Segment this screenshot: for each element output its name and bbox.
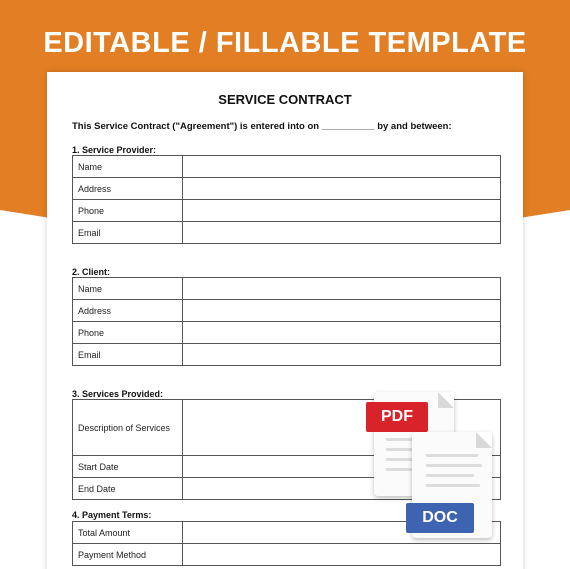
field-label: Address bbox=[73, 300, 183, 322]
name-field[interactable] bbox=[183, 156, 501, 178]
table-row bbox=[73, 222, 501, 244]
field-label: Payment Method bbox=[73, 544, 183, 566]
table-row bbox=[73, 278, 501, 300]
email-field[interactable] bbox=[183, 222, 501, 244]
table-row bbox=[73, 200, 501, 222]
service-provider-table bbox=[72, 155, 501, 244]
table-row bbox=[73, 322, 501, 344]
intro-text: This Service Contract ("Agreement") is entered into on __________ by and between: bbox=[72, 121, 452, 132]
field-label: Name bbox=[73, 156, 183, 178]
field-label: Description of Services bbox=[73, 400, 183, 456]
field-label: Phone bbox=[73, 322, 183, 344]
section-services-title: 3. Services Provided: bbox=[72, 389, 164, 399]
address-field[interactable] bbox=[183, 300, 501, 322]
email-field[interactable] bbox=[183, 344, 501, 366]
table-row bbox=[73, 344, 501, 366]
field-label: Email bbox=[73, 222, 183, 244]
section-client-title: 2. Client: bbox=[72, 267, 111, 277]
phone-field[interactable] bbox=[183, 322, 501, 344]
section-service-provider-title: 1. Service Provider: bbox=[72, 145, 157, 155]
table-row bbox=[73, 300, 501, 322]
field-label: Start Date bbox=[73, 456, 183, 478]
field-label: End Date bbox=[73, 478, 183, 500]
field-label: Phone bbox=[73, 200, 183, 222]
section-payment-title: 4. Payment Terms: bbox=[72, 510, 152, 520]
table-row bbox=[73, 178, 501, 200]
field-label: Total Amount bbox=[73, 522, 183, 544]
file-format-badges bbox=[362, 390, 502, 550]
table-row bbox=[73, 156, 501, 178]
banner-title: EDITABLE / FILLABLE TEMPLATE bbox=[43, 27, 527, 59]
address-field[interactable] bbox=[183, 178, 501, 200]
field-label: Name bbox=[73, 278, 183, 300]
field-label: Email bbox=[73, 344, 183, 366]
doc-badge: DOC bbox=[406, 503, 474, 533]
field-label: Address bbox=[73, 178, 183, 200]
name-field[interactable] bbox=[183, 278, 501, 300]
document-title: SERVICE CONTRACT bbox=[218, 92, 352, 107]
pdf-badge: PDF bbox=[366, 402, 428, 432]
phone-field[interactable] bbox=[183, 200, 501, 222]
client-table bbox=[72, 277, 501, 366]
